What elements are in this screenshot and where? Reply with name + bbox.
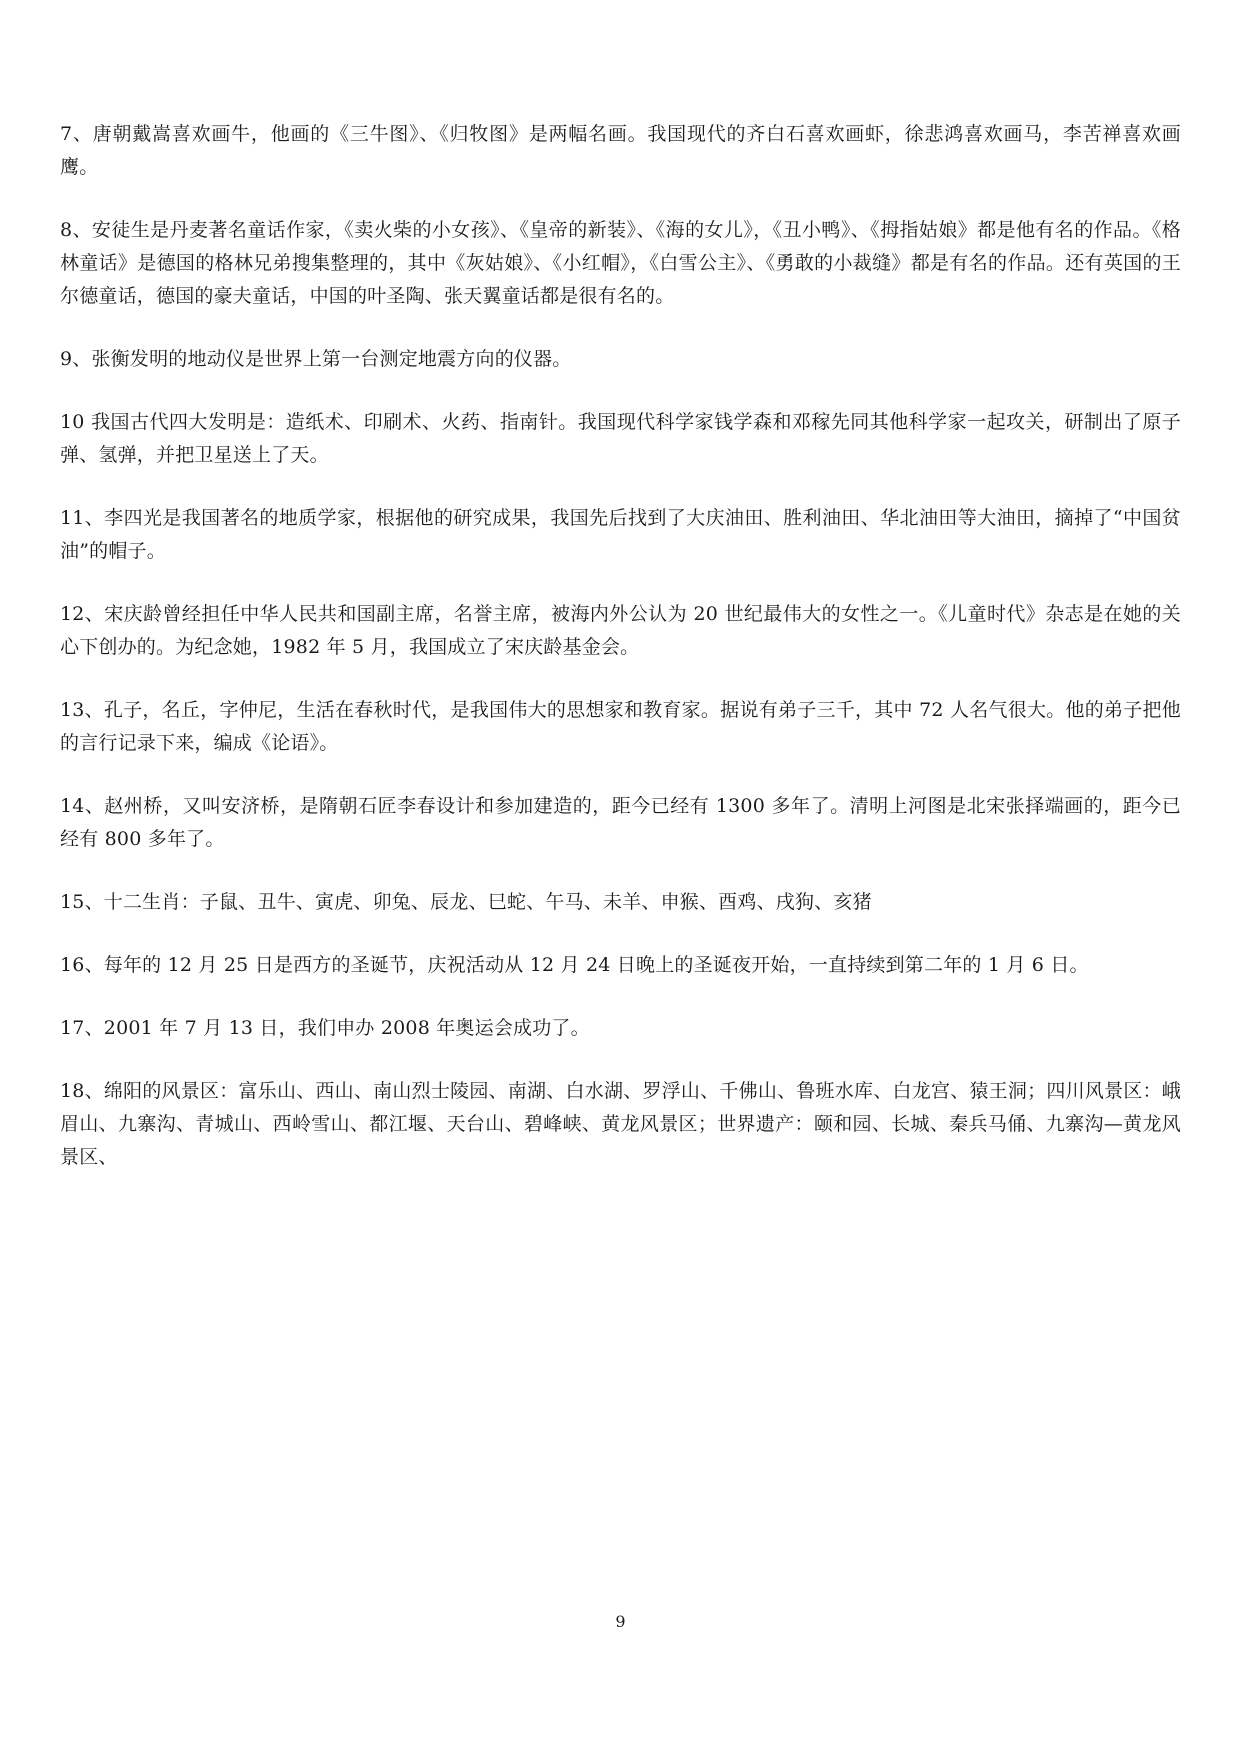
paragraph-18: 18、绵阳的风景区：富乐山、西山、南山烈士陵园、南湖、白水湖、罗浮山、千佛山、鲁班水库、白龙宫、猿王洞；四川风景区：峨眉山、九寨沟、青城山、西岭雪山、都江堰、天台山、碧峰峡、黄龙风景区；世界遗产：颐和园、长城、秦兵马俑、九寨沟—黄龙风景区、	[60, 1080, 1181, 1168]
paragraph-16: 16、每年的 12 月 25 日是西方的圣诞节，庆祝活动从 12 月 24 日晚上的圣诞夜开始，一直持续到第二年的 1 月 6 日。	[60, 954, 1089, 976]
paragraph-8: 8、安徒生是丹麦著名童话作家，《卖火柴的小女孩》、《皇帝的新装》、《海的女儿》，《丑小鸭》、《拇指姑娘》都是他有名的作品。《格林童话》是德国的格林兄弟搜集整理的，其中《灰姑娘》、《小红帽》，《白雪公主》、《勇敢的小裁缝》都是有名的作品。还有英国的王尔德童话，德国的豪夫童话，中国的叶圣陶、张天翼童话都是很有名的。	[60, 219, 1181, 307]
paragraph-13: 13、孔子，名丘，字仲尼，生活在春秋时代，是我国伟大的思想家和教育家。据说有弟子三千，其中 72 人名气很大。他的弟子把他的言行记录下来，编成《论语》。	[60, 699, 1181, 754]
paragraph-14: 14、赵州桥，又叫安济桥，是隋朝石匠李春设计和参加建造的，距今已经有 1300 多年了。清明上河图是北宋张择端画的，距今已经有 800 多年了。	[60, 795, 1181, 850]
paragraph-7: 7、唐朝戴嵩喜欢画牛，他画的《三牛图》、《归牧图》是两幅名画。我国现代的齐白石喜欢画虾，徐悲鸿喜欢画马，李苦禅喜欢画鹰。	[60, 123, 1181, 178]
paragraph-17: 17、2001 年 7 月 13 日，我们申办 2008 年奥运会成功了。	[60, 1017, 590, 1039]
page-number: 9	[615, 1612, 626, 1631]
paragraph-12: 12、宋庆龄曾经担任中华人民共和国副主席，名誉主席，被海内外公认为 20 世纪最伟大的女性之一。《儿童时代》杂志是在她的关心下创办的。为纪念她，1982 年 5 月，我国成立了宋庆龄基金会。	[60, 603, 1181, 658]
paragraph-15: 15、十二生肖：子鼠、丑牛、寅虎、卯兔、辰龙、巳蛇、午马、未羊、申猴、酉鸡、戌狗、亥猪	[60, 891, 872, 913]
paragraph-10: 10 我国古代四大发明是：造纸术、印刷术、火药、指南针。我国现代科学家钱学森和邓稼先同其他科学家一起攻关，研制出了原子弹、氢弹，并把卫星送上了天。	[60, 411, 1181, 466]
paragraph-11: 11、李四光是我国著名的地质学家，根据他的研究成果，我国先后找到了大庆油田、胜利油田、华北油田等大油田，摘掉了“中国贫油”的帽子。	[60, 507, 1181, 562]
paragraph-9: 9、张衡发明的地动仪是世界上第一台测定地震方向的仪器。	[60, 348, 572, 370]
page-content	[60, 118, 1181, 1204]
